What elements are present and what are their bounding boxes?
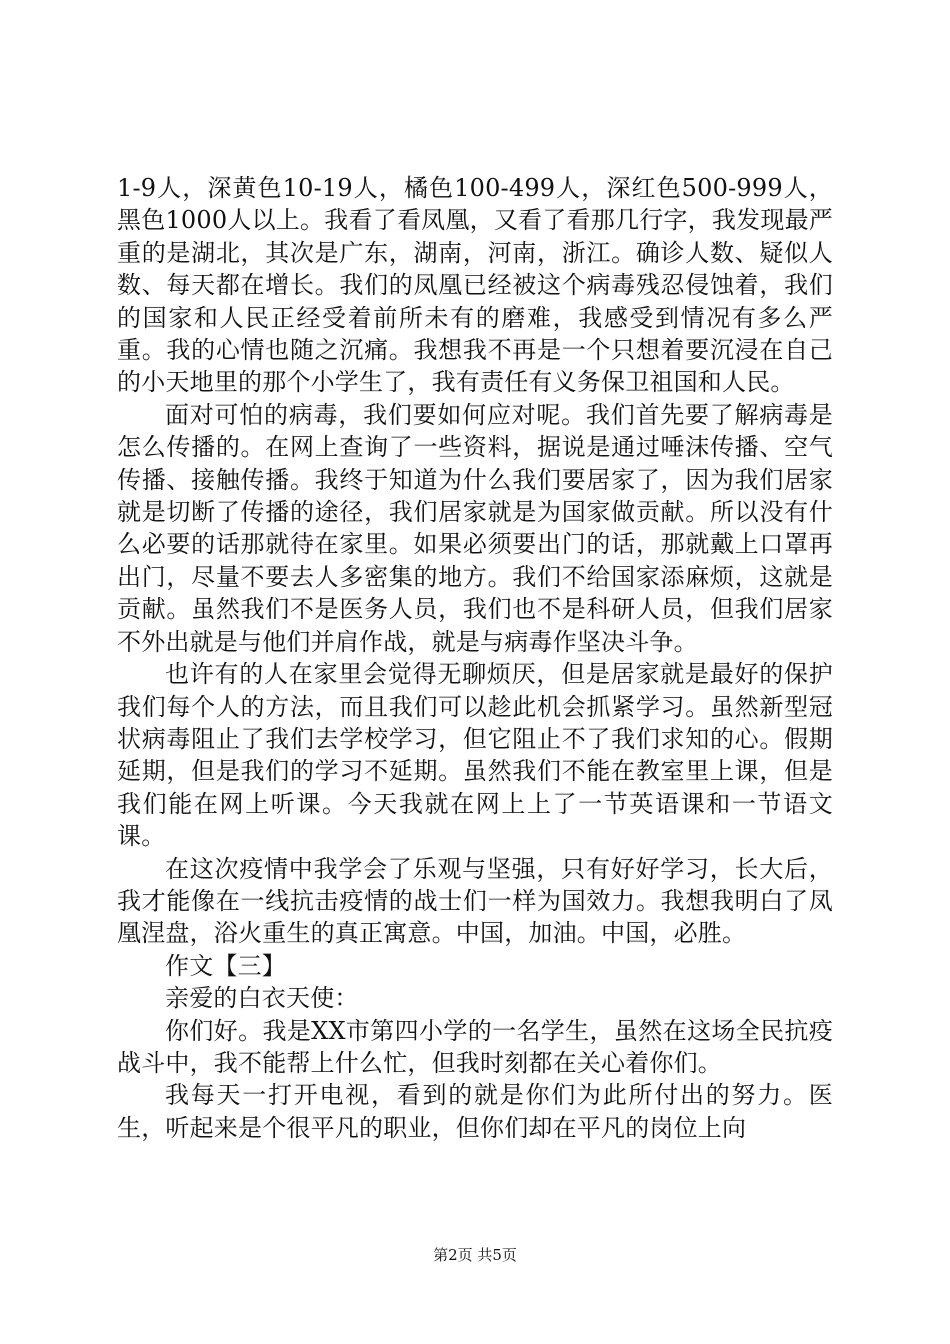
essay-heading: 作文【三】 (165, 951, 286, 980)
page-number-footer: 第2页 共5页 (433, 1246, 517, 1264)
letter-greeting-paragraph: 你们好。我是XX市第四小学的一名学生，虽然在这场全民抗疫战斗中，我不能帮上什么忙，但我时刻都在关心着你们。 (117, 1016, 833, 1077)
paragraph-epidemic-map: 1-9人，深黄色10-19人，橘色100-499人，深红色500-999人，黑色1000人以上。我看了看凤凰，又看了看那几行字，我发现最严重的是湖北，其次是广东，湖南，河南，浙江。确诊人数、疑似人数、每天都在增长。我们的凤凰已经被这个病毒残忍侵蚀着，我们的国家和人民正经受着前所未有的磨难，我感受到情况有多么严重。我的心情也随之沉痛。我想我不再是一个只想着要沉浸在自己的小天地里的那个小学生了，我有责任有义务保卫祖国和人民。 (117, 174, 833, 397)
paragraph-conclusion: 在这次疫情中我学会了乐观与坚强，只有好好学习，长大后，我才能像在一线抗击疫情的战士们一样为国效力。我想我明白了凤凰涅盘，浴火重生的真正寓意。中国，加油。中国，必胜。 (117, 854, 833, 948)
letter-body-paragraph: 我每天一打开电视，看到的就是你们为此所付出的努力。医生，听起来是个很平凡的职业，但你们却在平凡的岗位上向 (117, 1081, 833, 1142)
letter-salutation: 亲爱的白衣天使： (165, 984, 359, 1013)
document-body (117, 172, 833, 1144)
paragraph-virus-response: 面对可怕的病毒，我们要如何应对呢。我们首先要了解病毒是怎么传播的。在网上查询了一些资料，据说是通过唾沫传播、空气传播、接触传播。我终于知道为什么我们要居家了，因为我们居家就是切断了传播的途径，我们居家就是为国家做贡献。所以没有什么必要的话那就待在家里。如果必须要出门的话，那就戴上口罩再出门，尽量不要去人多密集的地方。我们不给国家添麻烦，这就是贡献。虽然我们不是医务人员，我们也不是科研人员，但我们居家不外出就是与他们并肩作战，就是与病毒作坚决斗争。 (117, 400, 833, 656)
paragraph-study-at-home: 也许有的人在家里会觉得无聊烦厌，但是居家就是最好的保护我们每个人的方法，而且我们可以趁此机会抓紧学习。虽然新型冠状病毒阻止了我们去学校学习，但它阻止不了我们求知的心。假期延期，但是我们的学习不延期。虽然我们不能在教室里上课，但是我们能在网上听课。今天我就在网上上了一节英语课和一节语文课。 (117, 660, 833, 851)
